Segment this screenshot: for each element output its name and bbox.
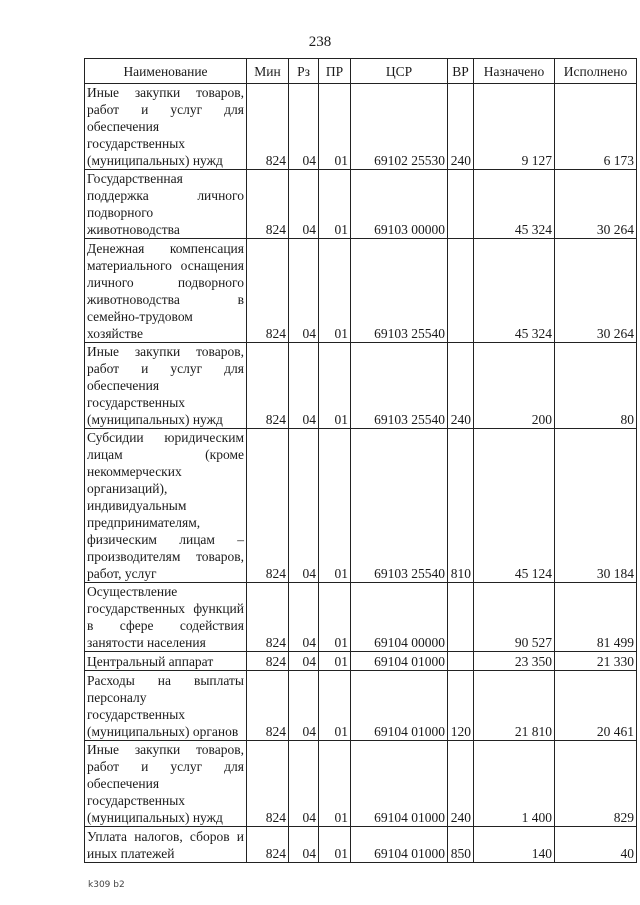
row-pr: 01 [319, 84, 351, 170]
row-executed: 21 330 [555, 652, 637, 671]
row-name: Центральный аппарат [85, 652, 247, 671]
table-row [85, 239, 637, 343]
row-vr: 240 [448, 84, 474, 170]
table-row [85, 170, 637, 239]
row-min: 824 [247, 239, 289, 343]
row-vr [448, 239, 474, 343]
table-row [85, 343, 637, 429]
row-pr: 01 [319, 652, 351, 671]
table-row [85, 652, 637, 671]
row-pr: 01 [319, 170, 351, 239]
row-vr [448, 652, 474, 671]
row-assigned: 45 324 [474, 239, 555, 343]
header-assigned: Назначено [474, 59, 555, 84]
table-row [85, 429, 637, 583]
row-pr: 01 [319, 741, 351, 827]
row-rz: 04 [289, 583, 319, 652]
row-pr: 01 [319, 583, 351, 652]
row-name: Уплата налогов, сборов и иных платежей [85, 827, 247, 863]
row-assigned: 90 527 [474, 583, 555, 652]
row-csr: 69104 01000 [351, 652, 448, 671]
row-executed: 30 184 [555, 429, 637, 583]
row-rz: 04 [289, 343, 319, 429]
row-vr [448, 170, 474, 239]
table-row [85, 671, 637, 741]
row-pr: 01 [319, 239, 351, 343]
row-pr: 01 [319, 827, 351, 863]
row-executed: 829 [555, 741, 637, 827]
row-executed: 6 173 [555, 84, 637, 170]
row-rz: 04 [289, 652, 319, 671]
row-rz: 04 [289, 239, 319, 343]
row-assigned: 200 [474, 343, 555, 429]
row-assigned: 45 324 [474, 170, 555, 239]
row-name: Иные закупки товаров, работ и услуг для обеспечения государственных (муниципальных) нужд [85, 84, 247, 170]
row-min: 824 [247, 583, 289, 652]
header-name: Наименование [85, 59, 247, 84]
page-number: 238 [308, 34, 332, 50]
row-vr [448, 583, 474, 652]
row-executed: 30 264 [555, 170, 637, 239]
row-assigned: 1 400 [474, 741, 555, 827]
row-executed: 80 [555, 343, 637, 429]
budget-table [84, 58, 637, 863]
row-vr: 240 [448, 343, 474, 429]
row-assigned: 45 124 [474, 429, 555, 583]
row-vr: 120 [448, 671, 474, 741]
row-min: 824 [247, 827, 289, 863]
row-vr: 240 [448, 741, 474, 827]
row-assigned: 21 810 [474, 671, 555, 741]
row-min: 824 [247, 343, 289, 429]
table-row [85, 583, 637, 652]
row-vr: 810 [448, 429, 474, 583]
row-name: Иные закупки товаров, работ и услуг для обеспечения государственных (муниципальных) нужд [85, 343, 247, 429]
row-csr: 69103 25540 [351, 343, 448, 429]
row-name: Государственная поддержка личного подворного животноводства [85, 170, 247, 239]
row-assigned: 23 350 [474, 652, 555, 671]
table-row [85, 741, 637, 827]
header-vr: ВР [448, 59, 474, 84]
header-min: Мин [247, 59, 289, 84]
row-name: Осуществление государственных функций в сфере содействия занятости населения [85, 583, 247, 652]
row-executed: 20 461 [555, 671, 637, 741]
header-csr: ЦСР [351, 59, 448, 84]
row-vr: 850 [448, 827, 474, 863]
row-min: 824 [247, 671, 289, 741]
table-row [85, 827, 637, 863]
row-min: 824 [247, 84, 289, 170]
row-csr: 69104 01000 [351, 671, 448, 741]
row-rz: 04 [289, 170, 319, 239]
row-rz: 04 [289, 827, 319, 863]
row-executed: 40 [555, 827, 637, 863]
header-executed: Исполнено [555, 59, 637, 84]
header-rz: Рз [289, 59, 319, 84]
row-rz: 04 [289, 671, 319, 741]
row-pr: 01 [319, 343, 351, 429]
row-min: 824 [247, 741, 289, 827]
row-min: 824 [247, 652, 289, 671]
row-rz: 04 [289, 741, 319, 827]
row-assigned: 140 [474, 827, 555, 863]
row-rz: 04 [289, 84, 319, 170]
row-pr: 01 [319, 429, 351, 583]
row-min: 824 [247, 429, 289, 583]
row-name: Расходы на выплаты персоналу государственных (муниципальных) органов [85, 671, 247, 741]
table-header-row [85, 59, 637, 84]
row-csr: 69104 01000 [351, 827, 448, 863]
row-rz: 04 [289, 429, 319, 583]
row-name: Субсидии юридическим лицам (кроме некоммерческих организаций), индивидуальным предпринимателям, физическим лицам – производителям товаров, работ, услуг [85, 429, 247, 583]
header-pr: ПР [319, 59, 351, 84]
row-csr: 69103 25540 [351, 239, 448, 343]
row-csr: 69103 00000 [351, 170, 448, 239]
row-csr: 69104 00000 [351, 583, 448, 652]
row-name: Денежная компенсация материального оснащения личного подворного животноводства в семейно-трудовом хозяйстве [85, 239, 247, 343]
row-pr: 01 [319, 671, 351, 741]
row-name: Иные закупки товаров, работ и услуг для обеспечения государственных (муниципальных) нужд [85, 741, 247, 827]
row-min: 824 [247, 170, 289, 239]
footer-code: k309 b2 [88, 880, 125, 890]
row-csr: 69102 25530 [351, 84, 448, 170]
row-executed: 30 264 [555, 239, 637, 343]
row-csr: 69103 25540 [351, 429, 448, 583]
row-assigned: 9 127 [474, 84, 555, 170]
row-csr: 69104 01000 [351, 741, 448, 827]
table-row [85, 84, 637, 170]
row-executed: 81 499 [555, 583, 637, 652]
